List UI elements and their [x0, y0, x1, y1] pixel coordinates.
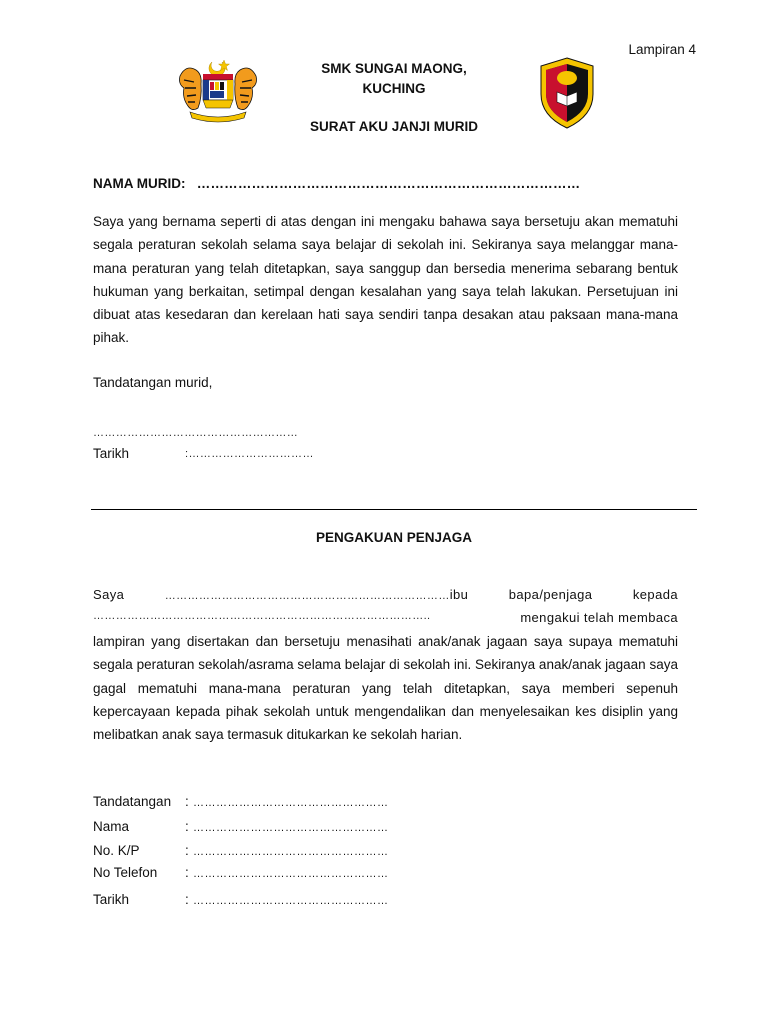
field-dots-tandatangan: ……………………………………………	[193, 797, 389, 809]
guardian-saya: Saya	[93, 587, 125, 602]
field-label-no-telefon: No Telefon	[93, 865, 158, 880]
guardian-name-blank	[165, 587, 469, 602]
student-signature-label: Tandatangan murid,	[93, 375, 213, 390]
field-label-tarikh: Tarikh	[93, 892, 130, 907]
field-colon: :	[185, 843, 189, 858]
guardian-section-title: PENGAKUAN PENJAGA	[315, 530, 473, 545]
student-signature-dots: ………………………………………………	[93, 427, 299, 439]
field-label-tandatangan: Tandatangan	[93, 794, 172, 809]
field-label-no-kp: No. K/P	[93, 843, 140, 858]
student-name-row	[93, 176, 580, 191]
school-name-line2: KUCHING	[362, 81, 426, 96]
field-dots-no-telefon: ……………………………………………	[193, 868, 389, 880]
field-label-nama: Nama	[93, 819, 130, 834]
field-colon: :	[185, 865, 189, 880]
field-colon: :	[185, 794, 189, 809]
guardian-child-dots: ……………………………………………………………………………..	[93, 610, 431, 622]
school-name-line1: SMK SUNGAI MAONG,	[321, 61, 467, 76]
guardian-mengakui: mengakui telah membaca	[520, 610, 678, 625]
section-divider	[91, 509, 697, 510]
field-dots-nama: ……………………………………………	[193, 822, 389, 834]
guardian-bapa: bapa/penjaga	[508, 587, 593, 602]
student-date-dots: :……………………………	[185, 448, 314, 460]
student-name-dots: …………………………………………………………………………	[196, 176, 581, 191]
guardian-declaration	[93, 630, 678, 746]
guardian-ibu: ibu	[449, 587, 469, 602]
guardian-line-2	[93, 610, 678, 625]
student-declaration	[93, 210, 678, 350]
student-declaration-text: Saya yang bernama seperti di atas dengan ini mengaku bahawa saya bersetuju akan mematuhi segala peraturan sekolah selama saya belajar di sekolah ini. Sekiranya saya melanggar mana-mana peraturan yang telah ditetapkan, saya sanggup dan bersedia menerima sebarang bentuk hukuman yang berkaitan, setimpal dengan kesalahan yang saya telah lakukan. Persetujuan ini dibuat atas kesedaran dan kerelaan hati saya sendiri tanpa desakan atau paksaan mana-mana pihak.	[93, 214, 678, 346]
guardian-line-1	[93, 587, 678, 602]
field-dots-no-kp: ……………………………………………	[193, 846, 389, 858]
guardian-name-dots: …………………………………………………………………	[164, 590, 450, 602]
document-title: SURAT AKU JANJI MURID	[309, 119, 478, 134]
field-dots-tarikh: ……………………………………………	[193, 895, 389, 907]
student-date-label: Tarikh	[93, 446, 130, 461]
lampiran-label: Lampiran 4	[628, 42, 696, 57]
field-colon: :	[185, 819, 189, 834]
student-name-label: NAMA MURID:	[93, 176, 186, 191]
guardian-kepada: kepada	[632, 587, 678, 602]
guardian-declaration-text: lampiran yang disertakan dan bersetuju menasihati anak/anak jagaan saya supaya mematuhi segala peraturan sekolah/asrama selama belajar di sekolah ini. Sekiranya anak/anak jagaan saya gagal mematuhi mana-mana peraturan yang telah ditetapkan, saya memberi sepenuh kepercayaan kepada pihak sekolah untuk mengendalikan dan menyelesaikan kes disiplin yang melibatkan anak saya termasuk ditukarkan ke sekolah harian.	[93, 634, 678, 743]
field-colon: :	[185, 892, 189, 907]
